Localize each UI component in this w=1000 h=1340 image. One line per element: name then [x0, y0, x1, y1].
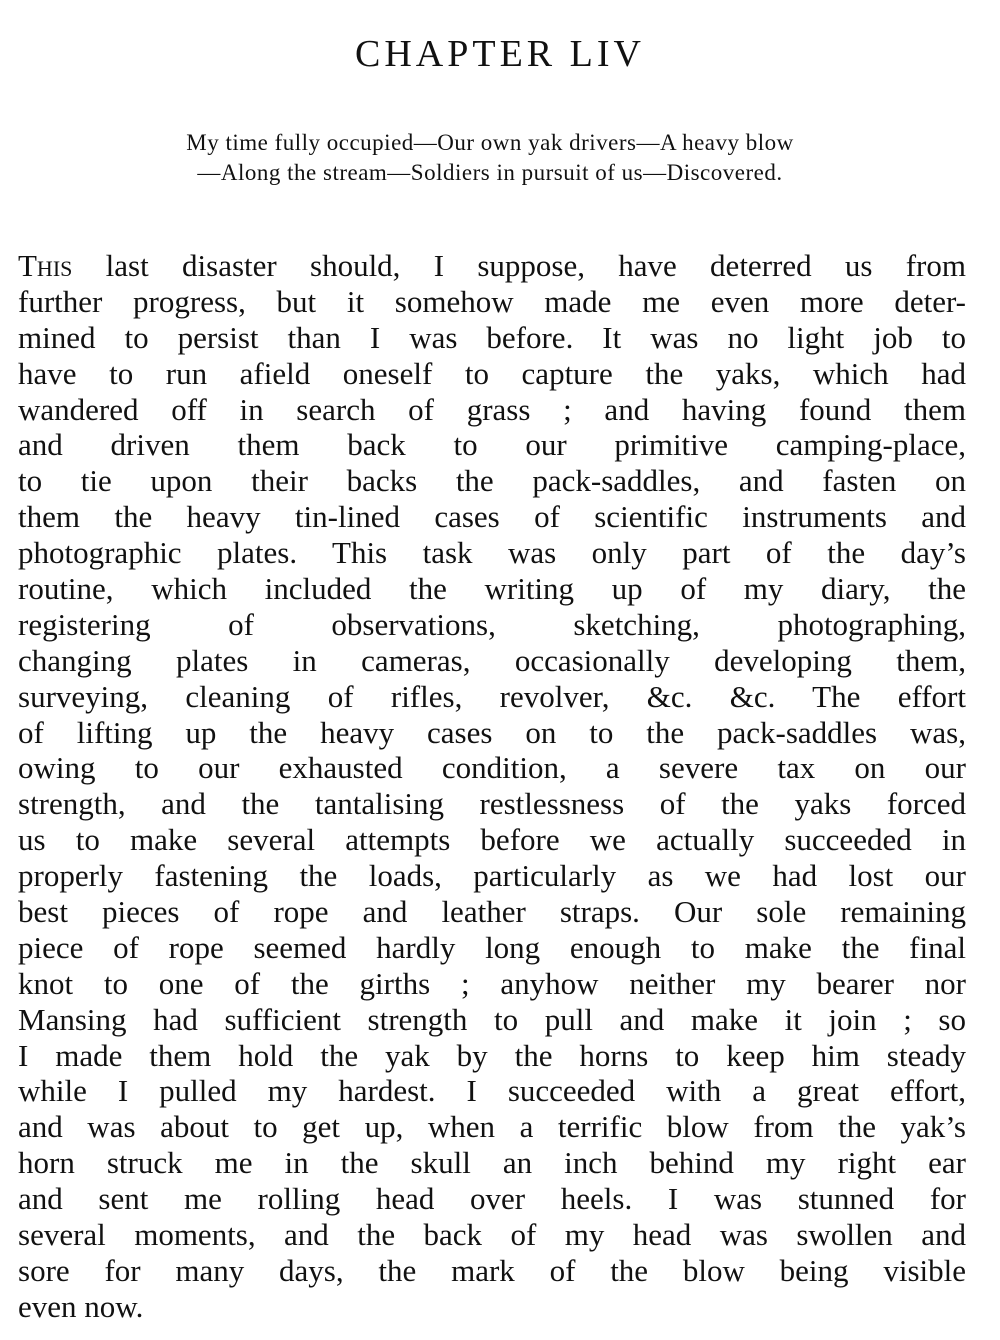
body-line: photographic plates. This task was only part of the day’s — [18, 535, 966, 571]
body-line: further progress, but it somehow made me even more deter- — [18, 283, 966, 319]
body-line: and was about to get up, when a terrific blow from the yak’s — [18, 1109, 966, 1145]
body-line-last: even now. — [18, 1288, 144, 1324]
lead-word: This — [18, 248, 73, 283]
body-line: to tie upon their backs the pack-saddles, and fasten on — [18, 463, 966, 499]
body-line: properly fastening the loads, particularly as we had lost our — [18, 858, 966, 894]
body-line: while I pulled my hardest. I succeeded with a great effort, — [18, 1073, 966, 1109]
body-line: strength, and the tantalising restlessness of the yaks forced — [18, 786, 966, 822]
body-line: wandered off in search of grass ; and having found them — [18, 391, 966, 427]
body-line: Mansing had sufficient strength to pull and make it join ; so — [18, 1001, 966, 1037]
body-line: have to run afield oneself to capture the yaks, which had — [18, 355, 966, 391]
body-line: and sent me rolling head over heels. I was stunned for — [18, 1181, 966, 1217]
body-line: changing plates in cameras, occasionally developing them, — [18, 642, 966, 678]
body-line: routine, which included the writing up of my diary, the — [18, 571, 966, 607]
body-line: I made them hold the yak by the horns to keep him steady — [18, 1037, 966, 1073]
chapter-body — [18, 248, 966, 1325]
body-line: piece of rope seemed hardly long enough to make the final — [18, 929, 966, 965]
synopsis-line: —Along the stream—Soldiers in pursuit of us—Discovered. — [197, 160, 783, 185]
body-line: best pieces of rope and leather straps. Our sole remaining — [18, 894, 966, 930]
body-line: registering of observations, sketching, photographing, — [18, 606, 966, 642]
chapter-synopsis — [60, 128, 920, 188]
body-line: sore for many days, the mark of the blow being visible — [18, 1252, 966, 1288]
body-line: surveying, cleaning of rifles, revolver, &c. &c. The effort — [18, 678, 966, 714]
synopsis-line: My time fully occupied—Our own yak drivers—A heavy blow — [186, 130, 794, 155]
body-line: knot to one of the girths ; anyhow neither my bearer nor — [18, 965, 966, 1001]
body-line: horn struck me in the skull an inch behind my right ear — [18, 1145, 966, 1181]
body-line: them the heavy tin-lined cases of scientific instruments and — [18, 499, 966, 535]
body-line: us to make several attempts before we actually succeeded in — [18, 822, 966, 858]
body-line: and driven them back to our primitive camping-place, — [18, 427, 966, 463]
body-line: several moments, and the back of my head was swollen and — [18, 1217, 966, 1253]
body-line: owing to our exhausted condition, a severe tax on our — [18, 750, 966, 786]
first-line-rest: last disaster should, I suppose, have deterred us from — [72, 248, 966, 283]
body-line: mined to persist than I was before. It was no light job to — [18, 319, 966, 355]
body-line-first — [18, 248, 966, 284]
chapter-title: CHAPTER LIV — [355, 33, 645, 75]
body-line: of lifting up the heavy cases on to the pack-saddles was, — [18, 714, 966, 750]
